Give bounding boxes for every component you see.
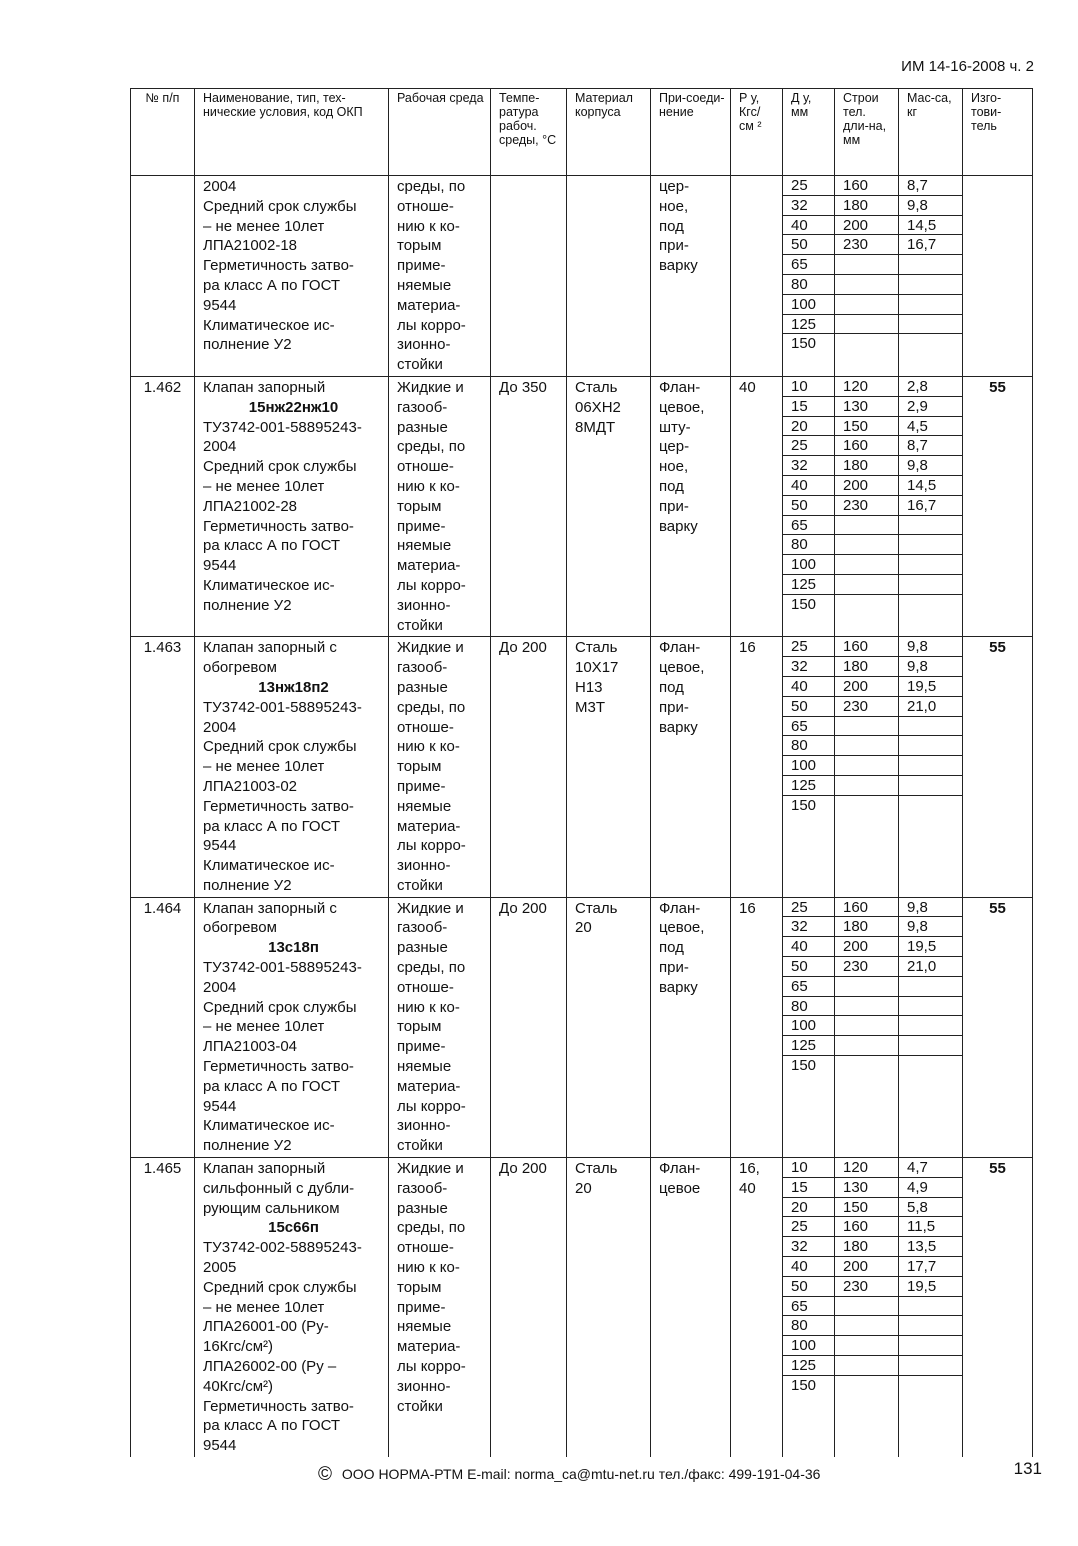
item-dn-value: 125 bbox=[783, 1036, 834, 1056]
item-length-value bbox=[835, 997, 898, 1017]
item-mass-value bbox=[899, 997, 962, 1017]
item-medium-text: Жидкие и газооб- разные среды, по отноше- нию к ко- торым приме- няемые материа- лы корро- зионно- стойки bbox=[397, 1160, 466, 1415]
item-dn-value: 50 bbox=[783, 1277, 834, 1297]
item-mass-value bbox=[899, 575, 962, 595]
item-mass-list bbox=[899, 176, 963, 377]
item-mass-value: 21,0 bbox=[899, 697, 962, 717]
item-dn-value: 125 bbox=[783, 776, 834, 796]
item-dn-value: 100 bbox=[783, 555, 834, 575]
item-maker: 55 bbox=[963, 637, 1033, 897]
header-connection: При-соеди-нение bbox=[651, 89, 731, 176]
header-name: Наименование, тип, тех-нические условия, код ОКП bbox=[195, 89, 389, 176]
table-body bbox=[131, 176, 1033, 1458]
item-length-value: 120 bbox=[835, 1158, 898, 1178]
item-dn-value: 32 bbox=[783, 917, 834, 937]
document-code: ИМ 14-16-2008 ч. 2 bbox=[901, 58, 1034, 75]
item-mass-value: 11,5 bbox=[899, 1217, 962, 1237]
item-name-pre: Клапан запорный сильфонный с дубли- рующим сальником bbox=[203, 1160, 355, 1217]
item-mass-value: 9,8 bbox=[899, 917, 962, 937]
item-length-value: 180 bbox=[835, 917, 898, 937]
item-dn-value: 25 bbox=[783, 898, 834, 918]
item-mass-value: 9,8 bbox=[899, 657, 962, 677]
item-length-value bbox=[835, 1316, 898, 1336]
header-pressure: Р у, Кгс/ см ² bbox=[731, 89, 783, 176]
item-name-pre: Клапан запорный с обогревом bbox=[203, 899, 337, 937]
item-maker: 55 bbox=[963, 1158, 1033, 1457]
item-dn-value: 40 bbox=[783, 1257, 834, 1277]
item-name-pre: Клапан запорный bbox=[203, 378, 326, 396]
footer-contact: ООО НОРМА-РТМ E-mail: norma_ca@mtu-net.ru тел./факс: 499-191-04-36 bbox=[341, 1466, 821, 1482]
item-mass-value bbox=[899, 977, 962, 997]
item-pressure bbox=[731, 1158, 783, 1457]
item-mass-value: 9,8 bbox=[899, 196, 962, 216]
header-temp: Темпе-ратура рабоч. среды, °С bbox=[491, 89, 567, 176]
item-number bbox=[131, 176, 195, 377]
item-dn-list bbox=[783, 1158, 835, 1457]
item-model: 13нж18п2 bbox=[258, 678, 329, 696]
item-dn-value: 100 bbox=[783, 1336, 834, 1356]
item-medium bbox=[389, 176, 491, 377]
item-pressure bbox=[731, 637, 783, 897]
item-dn-value: 150 bbox=[791, 1376, 817, 1394]
table-row bbox=[131, 1158, 1033, 1457]
item-connection-text: Флан- цевое, под при- варку bbox=[659, 639, 705, 736]
item-mass-value: 19,5 bbox=[899, 677, 962, 697]
item-mass-value bbox=[899, 555, 962, 575]
item-length-value bbox=[835, 1036, 898, 1056]
item-material-text: Сталь 20 bbox=[575, 1160, 618, 1197]
item-maker bbox=[963, 176, 1033, 377]
valve-spec-table bbox=[130, 88, 1033, 1457]
item-dn-value: 50 bbox=[783, 697, 834, 717]
item-length-value: 200 bbox=[835, 937, 898, 957]
item-length-value bbox=[835, 1376, 898, 1396]
item-dn-value: 10 bbox=[783, 377, 834, 397]
item-material bbox=[567, 897, 651, 1157]
item-pressure bbox=[731, 897, 783, 1157]
item-mass-value bbox=[899, 1056, 962, 1076]
table-row bbox=[131, 376, 1033, 636]
item-name bbox=[195, 637, 389, 897]
item-mass-value: 17,7 bbox=[899, 1257, 962, 1277]
item-length-value bbox=[835, 255, 898, 275]
item-length-value bbox=[835, 1297, 898, 1317]
item-connection bbox=[651, 376, 731, 636]
item-mass-value: 14,5 bbox=[899, 476, 962, 496]
item-dn-value: 65 bbox=[783, 516, 834, 536]
item-mass-value bbox=[899, 796, 962, 816]
item-dn-list bbox=[783, 376, 835, 636]
item-length-value: 180 bbox=[835, 1237, 898, 1257]
item-length-value: 160 bbox=[835, 637, 898, 657]
item-length-value bbox=[835, 516, 898, 536]
item-length-value: 230 bbox=[835, 957, 898, 977]
item-mass-list bbox=[899, 897, 963, 1157]
item-dn-value: 65 bbox=[783, 977, 834, 997]
item-length-value: 230 bbox=[835, 697, 898, 717]
item-dn-value: 32 bbox=[783, 196, 834, 216]
item-mass-value: 14,5 bbox=[899, 216, 962, 236]
item-dn-value: 15 bbox=[783, 1178, 834, 1198]
item-length-value bbox=[835, 1356, 898, 1376]
item-length-value bbox=[835, 275, 898, 295]
item-mass-value bbox=[899, 275, 962, 295]
item-pressure bbox=[731, 176, 783, 377]
item-mass-value bbox=[899, 535, 962, 555]
item-number: 1.463 bbox=[131, 637, 195, 897]
item-length-value: 180 bbox=[835, 456, 898, 476]
item-model: 15с66п bbox=[268, 1219, 319, 1237]
item-mass-list bbox=[899, 376, 963, 636]
item-length-value bbox=[835, 776, 898, 796]
item-mass-value bbox=[899, 295, 962, 315]
item-mass-value bbox=[899, 776, 962, 796]
item-name bbox=[195, 176, 389, 377]
item-material bbox=[567, 176, 651, 377]
item-model: 13с18п bbox=[268, 939, 319, 957]
item-length-value: 200 bbox=[835, 1257, 898, 1277]
item-length-list bbox=[835, 1158, 899, 1457]
item-length-value: 200 bbox=[835, 216, 898, 236]
header-medium: Рабочая среда bbox=[389, 89, 491, 176]
item-medium bbox=[389, 637, 491, 897]
item-mass-value: 19,5 bbox=[899, 1277, 962, 1297]
item-connection-text: цер- ное, под при- варку bbox=[659, 178, 698, 275]
item-mass-value bbox=[899, 756, 962, 776]
item-length-value: 230 bbox=[835, 1277, 898, 1297]
item-dn-value: 32 bbox=[783, 1237, 834, 1257]
item-mass-value: 16,7 bbox=[899, 235, 962, 255]
header-num: № п/п bbox=[131, 89, 195, 176]
item-mass-value: 4,9 bbox=[899, 1178, 962, 1198]
item-length-value: 160 bbox=[835, 436, 898, 456]
header-dn: Д у, мм bbox=[783, 89, 835, 176]
item-length-value bbox=[835, 575, 898, 595]
item-length-value bbox=[835, 756, 898, 776]
table-row bbox=[131, 637, 1033, 897]
item-material-text: Сталь 10Х17 Н13 М3Т bbox=[575, 639, 619, 716]
item-model: 15нж22нж10 bbox=[248, 398, 339, 416]
item-number: 1.462 bbox=[131, 376, 195, 636]
item-mass-value bbox=[899, 736, 962, 756]
item-connection bbox=[651, 1158, 731, 1457]
item-dn-value: 25 bbox=[783, 1217, 834, 1237]
item-mass-value bbox=[899, 1356, 962, 1376]
item-material bbox=[567, 637, 651, 897]
item-dn-value: 32 bbox=[783, 456, 834, 476]
item-name-post: ТУ3742-002-58895243- 2005 Средний срок службы – не менее 10лет ЛПА26001-00 (Ру- 16Кгс/см²) ЛПА26002-00 (Ру – 40Кгс/см²) Герметичность затво- ра класс А по ГОСТ 9544 bbox=[203, 1239, 362, 1455]
page-number: 131 bbox=[1013, 1459, 1042, 1478]
item-length-value: 130 bbox=[835, 397, 898, 417]
item-temperature: До 200 bbox=[491, 897, 567, 1157]
item-length-value bbox=[835, 717, 898, 737]
item-mass-value bbox=[899, 1036, 962, 1056]
item-mass-value: 9,8 bbox=[899, 898, 962, 918]
item-pressure bbox=[731, 376, 783, 636]
item-dn-value: 50 bbox=[783, 235, 834, 255]
item-length-value: 160 bbox=[835, 1217, 898, 1237]
item-mass-value bbox=[899, 595, 962, 615]
item-pressure-text: 16 bbox=[739, 639, 756, 657]
item-connection-text: Флан- цевое, под при- варку bbox=[659, 899, 705, 996]
item-name-post: ТУ3742-001-58895243- 2004 Средний срок службы – не менее 10лет ЛПА21002-28 Герметичность затво- ра класс А по ГОСТ 9544 Климатическое ис- полнение У2 bbox=[203, 418, 362, 614]
item-mass-list bbox=[899, 637, 963, 897]
item-mass-value: 21,0 bbox=[899, 957, 962, 977]
item-length-value bbox=[835, 1016, 898, 1036]
item-pressure-text: 40 bbox=[739, 378, 756, 396]
item-length-value bbox=[835, 977, 898, 997]
item-length-value: 130 bbox=[835, 1178, 898, 1198]
item-medium-text: Жидкие и газооб- разные среды, по отноше- нию к ко- торым приме- няемые материа- лы корро- зионно- стойки bbox=[397, 899, 466, 1155]
item-mass-value: 2,8 bbox=[899, 377, 962, 397]
item-dn-value: 50 bbox=[783, 957, 834, 977]
item-dn-value: 80 bbox=[783, 736, 834, 756]
item-length-value bbox=[835, 796, 898, 816]
item-mass-value: 13,5 bbox=[899, 1237, 962, 1257]
item-mass-value bbox=[899, 717, 962, 737]
item-mass-value: 4,5 bbox=[899, 417, 962, 437]
item-dn-value: 25 bbox=[783, 637, 834, 657]
item-length-value: 150 bbox=[835, 417, 898, 437]
item-dn-value: 40 bbox=[783, 677, 834, 697]
item-name-post: ТУ3742-001-58895243- 2004 Средний срок службы – не менее 10лет ЛПА21003-02 Герметичность затво- ра класс А по ГОСТ 9544 Климатическое ис- полнение У2 bbox=[203, 698, 362, 894]
item-dn-value: 125 bbox=[783, 315, 834, 335]
item-dn-value: 80 bbox=[783, 535, 834, 555]
item-medium bbox=[389, 1158, 491, 1457]
item-length-value bbox=[835, 315, 898, 335]
item-length-list bbox=[835, 376, 899, 636]
item-mass-value bbox=[899, 315, 962, 335]
item-length-list bbox=[835, 637, 899, 897]
item-material-text: Сталь 06ХН2 8МДТ bbox=[575, 378, 621, 436]
item-medium-text: среды, по отноше- нию к ко- торым приме- няемые материа- лы корро- зионно- стойки bbox=[397, 178, 466, 374]
item-connection-text: Флан- цевое bbox=[659, 1160, 701, 1197]
item-mass-value bbox=[899, 1336, 962, 1356]
item-length-value bbox=[835, 736, 898, 756]
item-temperature: До 200 bbox=[491, 637, 567, 897]
item-length-value: 120 bbox=[835, 377, 898, 397]
item-name-pre: Клапан запорный с обогревом bbox=[203, 639, 337, 677]
item-mass-value: 2,9 bbox=[899, 397, 962, 417]
item-dn-value: 100 bbox=[783, 295, 834, 315]
item-dn-value: 40 bbox=[783, 937, 834, 957]
item-length-list bbox=[835, 897, 899, 1157]
item-dn-list bbox=[783, 176, 835, 377]
item-maker: 55 bbox=[963, 897, 1033, 1157]
item-maker: 55 bbox=[963, 376, 1033, 636]
item-material bbox=[567, 376, 651, 636]
item-connection-text: Флан- цевое, шту- цер- ное, под при- варку bbox=[659, 378, 705, 535]
item-mass-value bbox=[899, 1297, 962, 1317]
item-mass-value bbox=[899, 1376, 962, 1396]
item-length-value bbox=[835, 1056, 898, 1076]
item-dn-value: 150 bbox=[791, 335, 817, 353]
item-mass-value: 8,7 bbox=[899, 436, 962, 456]
item-mass-value bbox=[899, 1016, 962, 1036]
item-material bbox=[567, 1158, 651, 1457]
item-dn-value: 80 bbox=[783, 997, 834, 1017]
item-name bbox=[195, 376, 389, 636]
item-mass-value bbox=[899, 1316, 962, 1336]
item-pressure-text: 16, 40 bbox=[739, 1160, 760, 1197]
item-dn-value: 25 bbox=[783, 436, 834, 456]
item-length-value: 180 bbox=[835, 657, 898, 677]
item-name-post: ТУ3742-001-58895243- 2004 Средний срок службы – не менее 10лет ЛПА21003-04 Герметичность затво- ра класс А по ГОСТ 9544 Климатическое ис- полнение У2 bbox=[203, 959, 362, 1155]
item-length-value bbox=[835, 1336, 898, 1356]
item-mass-value: 4,7 bbox=[899, 1158, 962, 1178]
item-dn-list bbox=[783, 897, 835, 1157]
item-dn-value: 65 bbox=[783, 717, 834, 737]
item-temperature bbox=[491, 176, 567, 377]
item-connection bbox=[651, 176, 731, 377]
item-dn-value: 15 bbox=[783, 397, 834, 417]
item-medium bbox=[389, 897, 491, 1157]
item-length-value bbox=[835, 595, 898, 615]
item-dn-value: 80 bbox=[783, 275, 834, 295]
item-length-value bbox=[835, 334, 898, 354]
item-mass-list bbox=[899, 1158, 963, 1457]
item-mass-value: 9,8 bbox=[899, 637, 962, 657]
item-dn-value: 50 bbox=[783, 496, 834, 516]
header-length: Строи тел. дли-на, мм bbox=[835, 89, 899, 176]
item-number: 1.464 bbox=[131, 897, 195, 1157]
item-dn-list bbox=[783, 637, 835, 897]
item-length-list bbox=[835, 176, 899, 377]
item-length-value: 160 bbox=[835, 898, 898, 918]
item-dn-value: 10 bbox=[783, 1158, 834, 1178]
footer bbox=[318, 1464, 820, 1486]
item-length-value: 200 bbox=[835, 476, 898, 496]
item-dn-value: 100 bbox=[783, 756, 834, 776]
item-dn-value: 150 bbox=[791, 595, 817, 613]
item-temperature: До 200 bbox=[491, 1158, 567, 1457]
item-name-pre: 2004 Средний срок службы – не менее 10лет ЛПА21002-18 Герметичность затво- ра класс А по ГОСТ 9544 Климатическое ис- полнение У2 bbox=[203, 178, 357, 354]
header-material: Материал корпуса bbox=[567, 89, 651, 176]
item-medium-text: Жидкие и газооб- разные среды, по отноше- нию к ко- торым приме- няемые материа- лы корро- зионно- стойки bbox=[397, 639, 466, 894]
item-dn-value: 150 bbox=[791, 796, 817, 814]
item-dn-value: 125 bbox=[783, 575, 834, 595]
item-name bbox=[195, 897, 389, 1157]
item-dn-value: 65 bbox=[783, 1297, 834, 1317]
item-dn-value: 100 bbox=[783, 1016, 834, 1036]
item-dn-value: 150 bbox=[791, 1057, 817, 1075]
table-row bbox=[131, 897, 1033, 1157]
item-mass-value bbox=[899, 255, 962, 275]
item-name bbox=[195, 1158, 389, 1457]
item-mass-value bbox=[899, 334, 962, 354]
item-dn-value: 80 bbox=[783, 1316, 834, 1336]
item-mass-value: 19,5 bbox=[899, 937, 962, 957]
item-mass-value: 9,8 bbox=[899, 456, 962, 476]
item-length-value bbox=[835, 295, 898, 315]
item-dn-value: 125 bbox=[783, 1356, 834, 1376]
item-pressure-text: 16 bbox=[739, 899, 756, 917]
copyright-icon: © bbox=[318, 1464, 332, 1485]
item-mass-value bbox=[899, 516, 962, 536]
item-dn-value: 32 bbox=[783, 657, 834, 677]
header-mass: Мас-са, кг bbox=[899, 89, 963, 176]
item-material-text: Сталь 20 bbox=[575, 899, 618, 937]
table-row bbox=[131, 176, 1033, 377]
item-mass-value: 16,7 bbox=[899, 496, 962, 516]
item-connection bbox=[651, 897, 731, 1157]
item-length-value: 180 bbox=[835, 196, 898, 216]
item-connection bbox=[651, 637, 731, 897]
item-length-value: 230 bbox=[835, 496, 898, 516]
item-length-value: 150 bbox=[835, 1198, 898, 1218]
item-length-value: 230 bbox=[835, 235, 898, 255]
item-dn-value: 25 bbox=[783, 176, 834, 196]
item-medium bbox=[389, 376, 491, 636]
item-mass-value: 8,7 bbox=[899, 176, 962, 196]
item-dn-value: 40 bbox=[783, 476, 834, 496]
header-maker: Изго-тови-тель bbox=[963, 89, 1033, 176]
item-number: 1.465 bbox=[131, 1158, 195, 1457]
header-row bbox=[131, 89, 1033, 176]
item-length-value bbox=[835, 555, 898, 575]
item-length-value bbox=[835, 535, 898, 555]
item-dn-value: 65 bbox=[783, 255, 834, 275]
item-dn-value: 40 bbox=[783, 216, 834, 236]
item-temperature: До 350 bbox=[491, 376, 567, 636]
item-dn-value: 20 bbox=[783, 417, 834, 437]
item-medium-text: Жидкие и газооб- разные среды, по отноше- нию к ко- торым приме- няемые материа- лы корро- зионно- стойки bbox=[397, 378, 466, 634]
item-length-value: 200 bbox=[835, 677, 898, 697]
item-dn-value: 20 bbox=[783, 1198, 834, 1218]
item-length-value: 160 bbox=[835, 176, 898, 196]
item-mass-value: 5,8 bbox=[899, 1198, 962, 1218]
